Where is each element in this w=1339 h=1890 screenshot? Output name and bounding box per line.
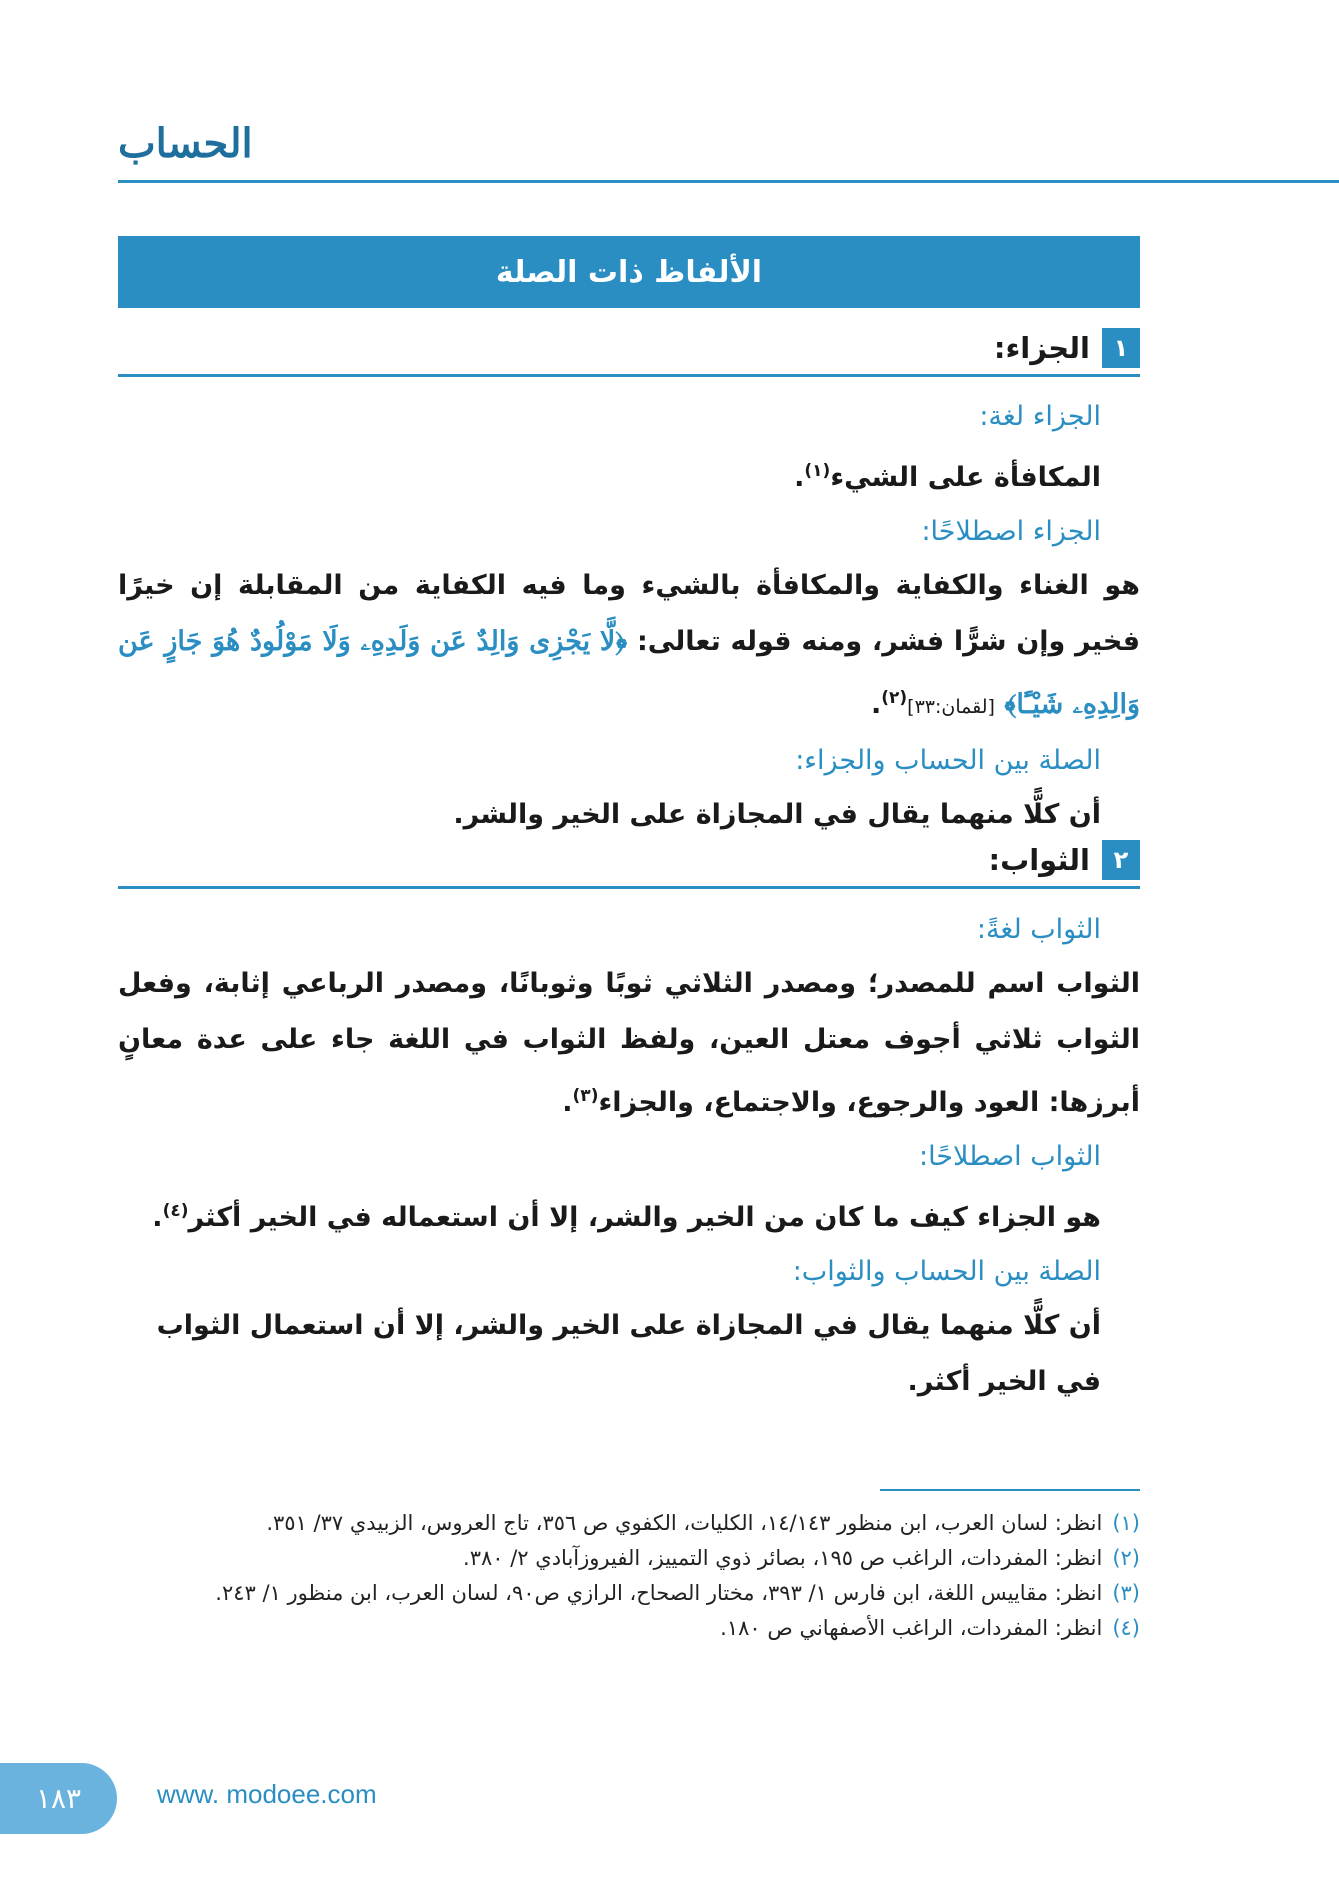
footnote-ref: (٢)	[881, 688, 908, 708]
footnote-text: انظر: المفردات، الراغب ص ١٩٥، بصائر ذوي التمييز، الفيروزآبادي ٢/ ٣٨٠.	[463, 1546, 1103, 1570]
footnote-ref: (١)	[804, 461, 831, 481]
paragraph: هو الغناء والكفاية والمكافأة بالشيء وما فيه الكفاية من المقابلة إن خيرًا فخير وإن شرًّا فشر، ومنه قوله تعالى: ﴿لَّا يَجْزِى وَالِدٌ عَن وَلَدِهِۦ وَلَا مَوْلُودٌ هُوَ جَازٍ عَن وَالِدِهِۦ شَيْـًٔا﴾ [لقمان:٣٣]$^{(٢)}$.	[118, 570, 1140, 720]
footnote-number: (٢)	[1112, 1546, 1140, 1570]
section-banner	[118, 236, 1140, 308]
section-heading-jazaa	[994, 326, 1140, 370]
running-title: الحساب	[118, 120, 253, 167]
footnote-text: انظر: مقاييس اللغة، ابن فارس ١/ ٣٩٣، مختار الصحاح، الرازي ص٩٠، لسان العرب، ابن منظور ١/ ٢٤٣.	[215, 1581, 1103, 1605]
banner-title: الألفاظ ذات الصلة	[495, 254, 763, 290]
header-rule	[118, 180, 1339, 183]
page-number: ١٨٣	[0, 1763, 117, 1834]
definition-text: المكافأة على الشيء	[830, 462, 1101, 493]
footnotes	[118, 1506, 1140, 1646]
subheading-relation: الصلة بين الحساب والثواب:	[792, 1256, 1101, 1287]
footnote	[118, 1506, 1140, 1541]
footnote-text: انظر: لسان العرب، ابن منظور ١٤/١٤٣، الكليات، الكفوي ص ٣٥٦، تاج العروس، الزبيدي ٣٧/ ٣٥١.	[266, 1511, 1103, 1535]
footnote-ref: (٣)	[572, 1086, 599, 1106]
relation-text: أن كلًّا منهما يقال في المجازاة على الخير والشر.	[453, 799, 1101, 830]
section-number: ١	[1102, 328, 1140, 368]
section-number: ٢	[1102, 840, 1140, 880]
section-rule	[118, 374, 1140, 377]
verse-reference: [لقمان:٣٣]	[907, 696, 995, 718]
subheading-relation: الصلة بين الحساب والجزاء:	[795, 745, 1101, 776]
section-heading-thawab	[988, 838, 1140, 882]
footnote-ref: (٤)	[162, 1201, 189, 1221]
definition-text: هو الجزاء كيف ما كان من الخير والشر، إلا أن استعماله في الخير أكثر	[188, 1202, 1101, 1233]
website-link[interactable]: www. modoee.com	[157, 1779, 377, 1809]
paragraph: هو الجزاء كيف ما كان من الخير والشر، إلا أن استعماله في الخير أكثر$^{(٤)}$.	[152, 1201, 1101, 1233]
subheading-term: الثواب اصطلاحًا:	[918, 1141, 1101, 1172]
footnote-rule	[880, 1489, 1140, 1491]
footnote-number: (٣)	[1112, 1581, 1140, 1605]
definition-text: هو الغناء والكفاية والمكافأة بالشيء وما فيه الكفاية من المقابلة إن خيرًا فخير وإن شرًّا فشر، ومنه قوله تعالى:	[118, 570, 1140, 657]
paragraph: الثواب اسم للمصدر؛ ومصدر الثلاثي ثوبًا وثوبانًا، ومصدر الرباعي إثابة، وفعل الثواب ثلاثي أجوف معتل العين، ولفظ الثواب في اللغة جاء على عدة معانٍ أبرزها: العود والرجوع، والاجتماع، والجزاء$^{(٣)}$.	[118, 968, 1140, 1118]
footnote	[118, 1541, 1140, 1576]
footnote-text: انظر: المفردات، الراغب الأصفهاني ص ١٨٠.	[720, 1616, 1103, 1640]
subheading-lang: الجزاء لغة:	[979, 401, 1101, 432]
footnote	[118, 1576, 1140, 1611]
subheading-term: الجزاء اصطلاحًا:	[921, 516, 1101, 547]
relation-text: أن كلًّا منهما يقال في المجازاة على الخير والشر، إلا أن استعمال الثواب في الخير أكثر.	[156, 1310, 1101, 1397]
subheading-lang: الثواب لغةً:	[976, 914, 1101, 945]
section-body-thawab	[118, 904, 1140, 1410]
section-rule	[118, 886, 1140, 889]
section-title: الثواب:	[988, 843, 1090, 877]
paragraph: المكافأة على الشيء$^{(١)}$.	[794, 461, 1101, 493]
section-body-jazaa	[118, 391, 1140, 843]
quran-verse: ﴿لَّا يَجْزِى وَالِدٌ عَن وَلَدِهِۦ وَلَا مَوْلُودٌ هُوَ جَازٍ عَن وَالِدِهِۦ شَيْـًٔا﴾	[118, 626, 1140, 720]
footnote-number: (١)	[1112, 1511, 1140, 1535]
footnote	[118, 1611, 1140, 1646]
footnote-number: (٤)	[1112, 1616, 1140, 1640]
definition-text: الثواب اسم للمصدر؛ ومصدر الثلاثي ثوبًا وثوبانًا، ومصدر الرباعي إثابة، وفعل الثواب ثلاثي أجوف معتل العين، ولفظ الثواب في اللغة جاء على عدة معانٍ أبرزها: العود والرجوع، والاجتماع، والجزاء	[118, 968, 1140, 1118]
section-title: الجزاء:	[993, 331, 1090, 365]
